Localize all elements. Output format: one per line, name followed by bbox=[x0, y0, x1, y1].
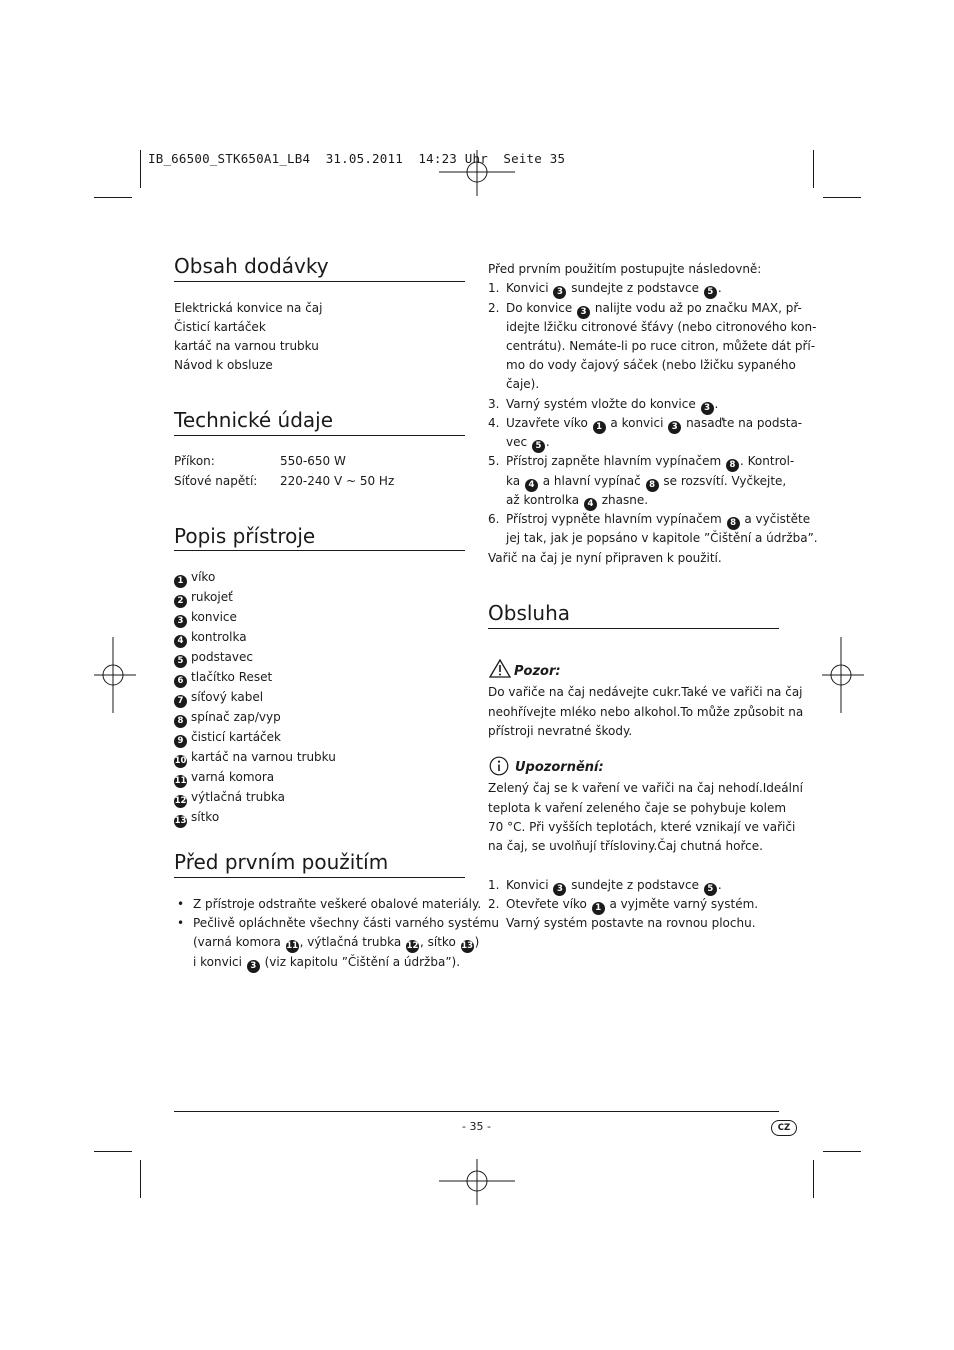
title-rule bbox=[174, 550, 465, 551]
step-text: Konvici 3 sundejte z podstavce 5 . bbox=[506, 281, 722, 297]
title-rule bbox=[174, 435, 465, 436]
list-item: 6 tlačítko Reset bbox=[174, 668, 336, 688]
step-number: 4. bbox=[488, 416, 500, 430]
section-title-first-use: Před prvním použitím bbox=[174, 850, 389, 874]
step-text: ka 4 a hlavní vypínač 8 se rozsvítí. Vyčkejte, bbox=[506, 474, 787, 490]
title-rule bbox=[488, 628, 779, 629]
parts-list bbox=[174, 568, 336, 828]
title-rule bbox=[174, 281, 465, 282]
step-text: vec 5 . bbox=[506, 435, 550, 451]
list-item: 11 varná komora bbox=[174, 770, 275, 786]
crop-mark bbox=[140, 150, 141, 188]
step-number: 6. bbox=[488, 512, 500, 526]
print-header: IB_66500_STK650A1_LB4 31.05.2011 14:23 Uhr Seite 35 bbox=[148, 151, 566, 166]
step-text: až kontrolka 4 zhasne. bbox=[506, 493, 649, 509]
step-number: 2. bbox=[488, 897, 500, 911]
step-text: centrátu). Nemáte-li po ruce citron, můžete dát pří- bbox=[506, 339, 816, 353]
bullet-text: Pečlivě opláchněte všechny části varného systému bbox=[193, 916, 499, 930]
step-number: 5. bbox=[488, 454, 500, 468]
notice-line: 70 °C. Při vyšších teplotách, které vznikají ve vařiči bbox=[488, 820, 796, 834]
bullet-text: (varná komora 11 , výtlačná trubka 12 , sítko 13 ) bbox=[193, 935, 480, 951]
step-number: 1. bbox=[488, 878, 500, 892]
contents-item: Čisticí kartáček bbox=[174, 320, 266, 334]
spec-value: 550-650 W bbox=[280, 454, 346, 468]
step-text: Uzavřete víko 1 a konvici 3 nasaďte na podsta- bbox=[506, 416, 803, 432]
list-item: 13 sítko bbox=[174, 810, 220, 826]
contents-item: Elektrická konvice na čaj bbox=[174, 301, 323, 315]
step-number: 3. bbox=[488, 397, 500, 411]
section-title-technical: Technické údaje bbox=[174, 408, 334, 432]
registration-mark bbox=[437, 1157, 517, 1207]
step-text: mo do vody čajový sáček (nebo lžičku sypaného bbox=[506, 358, 796, 372]
crop-mark bbox=[823, 1151, 861, 1152]
list-item: 1 víko bbox=[174, 568, 336, 588]
step-text: Varný systém postavte na rovnou plochu. bbox=[506, 916, 756, 930]
step-text: Přístroj zapněte hlavním vypínačem 8 . Kontrol- bbox=[506, 454, 795, 470]
registration-mark bbox=[820, 635, 866, 715]
step-text: čaje). bbox=[506, 377, 540, 391]
notice-line: na čaj, se uvolňují třísloviny.Čaj chutná hořce. bbox=[488, 839, 763, 853]
step-text: Do konvice 3 nalijte vodu až po značku MAX, př- bbox=[506, 301, 802, 317]
footer-rule bbox=[174, 1111, 779, 1112]
list-item: 9 čisticí kartáček bbox=[174, 728, 336, 748]
step-text: Přístroj vypněte hlavním vypínačem 8 a vyčistěte bbox=[506, 512, 811, 528]
bullet-dot: • bbox=[177, 897, 185, 911]
bullet-dot: • bbox=[177, 916, 185, 930]
section-title-contents: Obsah dodávky bbox=[174, 254, 329, 278]
list-item: 4 kontrolka bbox=[174, 628, 336, 648]
step-number: 1. bbox=[488, 281, 500, 295]
list-item: 5 podstavec bbox=[174, 648, 336, 668]
spec-value: 220-240 V ~ 50 Hz bbox=[280, 474, 395, 488]
warning-triangle-icon bbox=[489, 659, 511, 678]
step-text: jej tak, jak je popsáno v kapitole ”Čištění a údržba”. bbox=[506, 531, 818, 545]
list-item: 12 výtlačná trubka bbox=[174, 790, 285, 806]
warning-line: přístroji nevratné škody. bbox=[488, 724, 633, 738]
list-item: 2 rukojeť bbox=[174, 588, 336, 608]
section-title-description: Popis přístroje bbox=[174, 524, 316, 548]
step-text: idejte lžičku citronové šťávy (nebo citronového kon- bbox=[506, 320, 817, 334]
bullet-text: Z přístroje odstraňte veškeré obalové materiály. bbox=[193, 897, 482, 911]
crop-mark bbox=[140, 1160, 141, 1198]
crop-mark bbox=[94, 1151, 132, 1152]
step-text: Otevřete víko 1 a vyjměte varný systém. bbox=[506, 897, 759, 913]
contents-item: kartáč na varnou trubku bbox=[174, 339, 319, 353]
spec-label: Příkon: bbox=[174, 454, 215, 468]
registration-mark bbox=[92, 635, 138, 715]
intro-text: Před prvním použitím postupujte následovně: bbox=[488, 262, 762, 276]
language-badge: CZ bbox=[771, 1120, 797, 1136]
list-item: 3 konvice bbox=[174, 608, 336, 628]
notice-line: teplota k vaření zeleného čaje se pohybuje kolem bbox=[488, 801, 787, 815]
section-title-operation: Obsluha bbox=[488, 601, 571, 625]
step-text: Konvici 3 sundejte z podstavce 5 . bbox=[506, 878, 722, 894]
notice-title: Upozornění: bbox=[515, 760, 604, 775]
crop-mark bbox=[813, 150, 814, 188]
page-number: - 35 - bbox=[462, 1120, 491, 1133]
warning-line: Do vařiče na čaj nedávejte cukr.Také ve vařiči na čaj bbox=[488, 685, 803, 699]
list-item: 8 spínač zap/vyp bbox=[174, 708, 336, 728]
title-rule bbox=[174, 877, 465, 878]
crop-mark bbox=[823, 197, 861, 198]
step-number: 2. bbox=[488, 301, 500, 315]
crop-mark bbox=[813, 1160, 814, 1198]
step-text: Varný systém vložte do konvice 3 . bbox=[506, 397, 719, 413]
list-item: 7 síťový kabel bbox=[174, 688, 336, 708]
list-item: 10 kartáč na varnou trubku bbox=[174, 750, 336, 766]
info-icon bbox=[489, 756, 509, 776]
warning-title: Pozor: bbox=[514, 664, 561, 679]
ready-text: Vařič na čaj je nyní připraven k použití. bbox=[488, 551, 722, 565]
bullet-text: i konvici 3 (viz kapitolu ”Čištění a údržba”). bbox=[193, 955, 461, 971]
crop-mark bbox=[94, 197, 132, 198]
spec-label: Síťové napětí: bbox=[174, 474, 258, 488]
contents-item: Návod k obsluze bbox=[174, 358, 273, 372]
registration-mark bbox=[437, 148, 517, 198]
warning-line: neohřívejte mléko nebo alkohol.To může způsobit na bbox=[488, 705, 804, 719]
notice-line: Zelený čaj se k vaření ve vařiči na čaj nehodí.Ideální bbox=[488, 781, 803, 795]
